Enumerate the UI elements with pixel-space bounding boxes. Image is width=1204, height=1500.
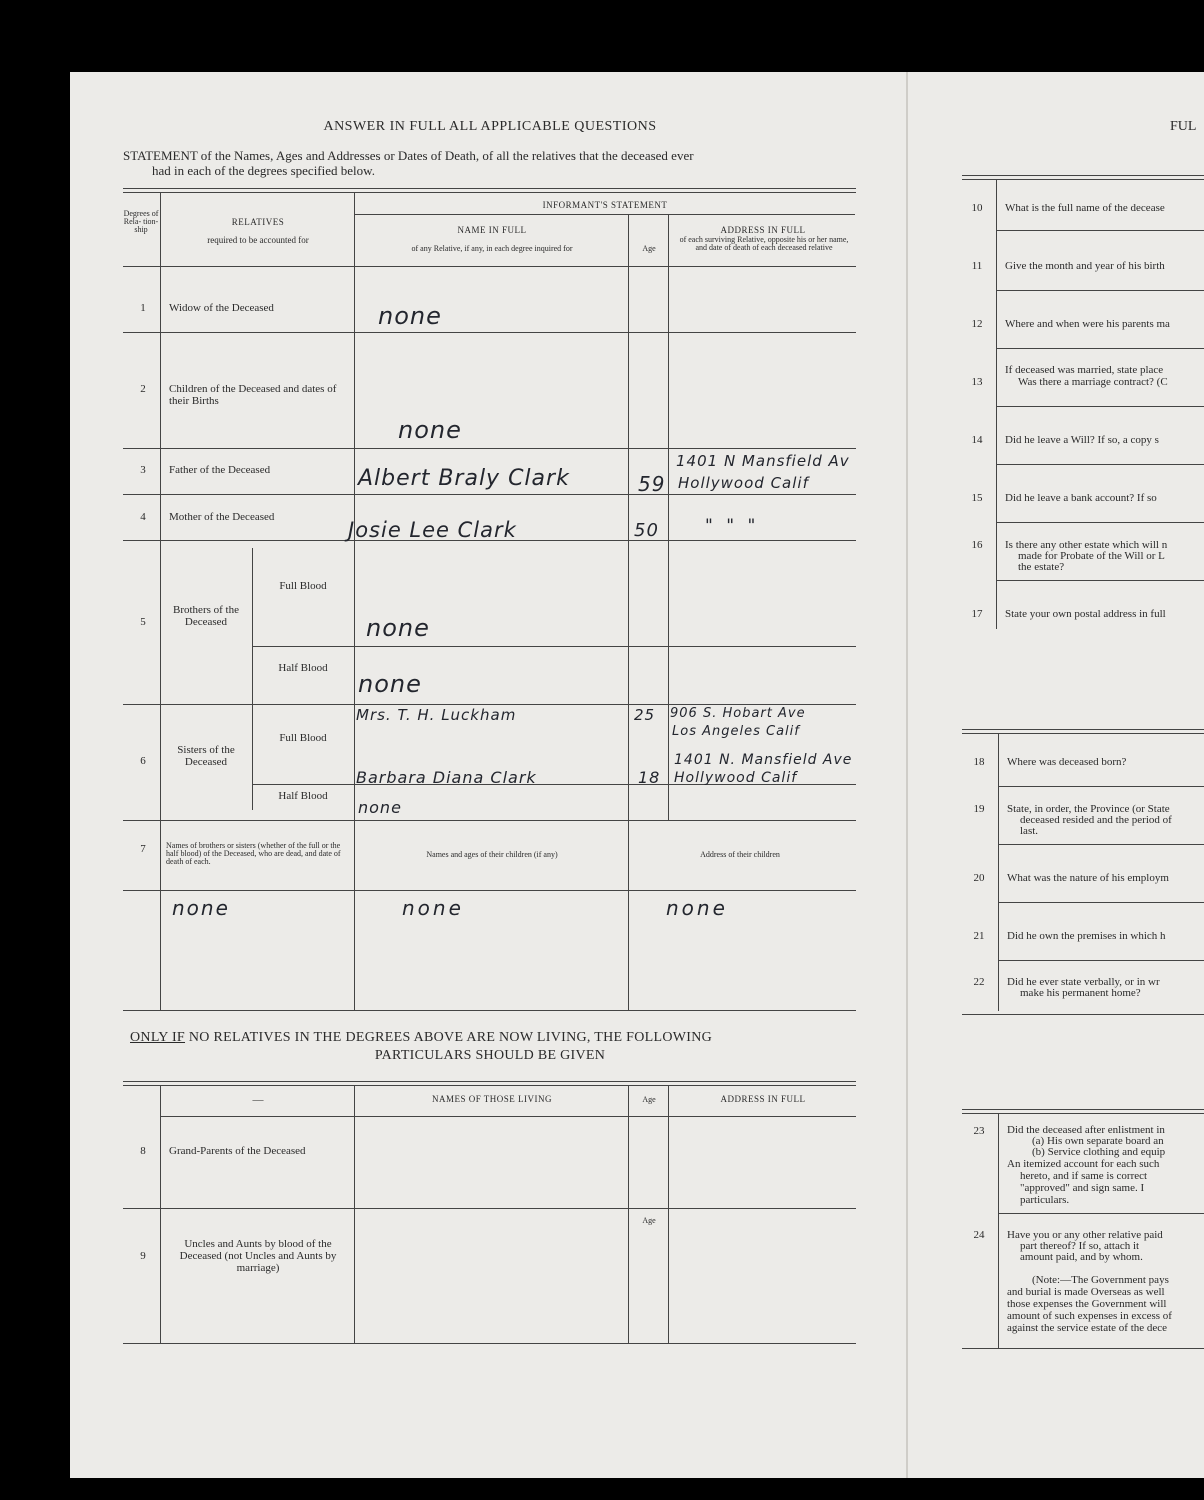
note-text: against the service estate of the dece bbox=[1007, 1322, 1168, 1334]
question-text: What was the nature of his employm bbox=[1007, 872, 1169, 884]
handwritten-address: Los Angeles Calif bbox=[672, 724, 800, 739]
question-text: State, in order, the Province (or State bbox=[1007, 803, 1170, 815]
question-text: part thereof? If so, attach it bbox=[1020, 1240, 1140, 1252]
only-if-line-1 bbox=[130, 1030, 712, 1046]
row-label: Names of brothers or sisters (whether of the full or the half blood) of the Deceased, who are dead, and date of death of each. bbox=[166, 841, 341, 866]
page-fold bbox=[906, 72, 908, 1478]
rule bbox=[355, 214, 855, 215]
col-line bbox=[252, 548, 253, 810]
row-number: 2 bbox=[140, 383, 146, 395]
question-text: State your own postal address in full bbox=[1005, 608, 1166, 620]
handwritten-name: Josie Lee Clark bbox=[348, 518, 517, 542]
col-line bbox=[160, 1085, 161, 1343]
question-text: Have you or any other relative paid bbox=[1007, 1229, 1163, 1241]
question-number: 15 bbox=[971, 492, 983, 504]
note-text: and burial is made Overseas as well bbox=[1007, 1286, 1165, 1298]
rule bbox=[123, 704, 856, 705]
rule bbox=[123, 820, 856, 821]
question-number: 17 bbox=[971, 608, 983, 620]
handwritten-age: 50 bbox=[634, 520, 659, 541]
question-number: 19 bbox=[973, 803, 985, 815]
col-line bbox=[354, 192, 355, 1010]
row-number: 1 bbox=[140, 302, 146, 314]
handwritten-value: none bbox=[666, 896, 728, 920]
col-line bbox=[628, 214, 629, 1010]
question-text: the estate? bbox=[1018, 561, 1065, 573]
question-text: Where was deceased born? bbox=[1007, 756, 1127, 768]
row-label: Brothers of the Deceased bbox=[173, 604, 239, 628]
col-age-header: Age bbox=[642, 1095, 656, 1104]
question-number: 23 bbox=[973, 1125, 985, 1137]
question-text: (b) Service clothing and equip bbox=[1032, 1146, 1166, 1158]
question-text: Where and when were his parents ma bbox=[1005, 318, 1170, 330]
question-number: 22 bbox=[973, 976, 985, 988]
rule bbox=[123, 494, 856, 495]
rule bbox=[962, 1348, 1204, 1349]
rule bbox=[962, 729, 1204, 730]
question-text: hereto, and if same is correct bbox=[1020, 1170, 1148, 1182]
handwritten-age: 25 bbox=[634, 706, 656, 724]
half-blood-label: Half Blood bbox=[278, 790, 328, 802]
rule bbox=[998, 960, 1204, 961]
rule bbox=[123, 1343, 856, 1344]
handwritten-address: Hollywood Calif bbox=[674, 770, 798, 786]
handwritten-name: none bbox=[378, 302, 442, 330]
question-number: 16 bbox=[971, 539, 983, 551]
note-text: amount of such expenses in excess of bbox=[1007, 1310, 1172, 1322]
row-label: Widow of the Deceased bbox=[169, 302, 274, 314]
handwritten-address: Hollywood Calif bbox=[678, 474, 809, 492]
col-line bbox=[354, 1085, 355, 1343]
question-number: 10 bbox=[971, 202, 983, 214]
page-title: ANSWER IN FULL ALL APPLICABLE QUESTIONS bbox=[323, 119, 657, 134]
handwritten-name: none bbox=[366, 614, 430, 642]
row-label: Sisters of the Deceased bbox=[177, 744, 235, 768]
col-relatives-sub: required to be accounted for bbox=[207, 235, 309, 245]
rule bbox=[123, 1081, 856, 1082]
question-text: Did he own the premises in which h bbox=[1007, 930, 1166, 942]
question-text: Was there a marriage contract? (C bbox=[1018, 376, 1168, 388]
question-number: 21 bbox=[973, 930, 985, 942]
note-text: (Note:—The Government pays bbox=[1032, 1274, 1169, 1286]
rule bbox=[996, 522, 1204, 523]
row-number: 8 bbox=[140, 1145, 146, 1157]
col-age-header: Age bbox=[642, 244, 656, 253]
question-text: last. bbox=[1020, 825, 1039, 837]
rule bbox=[996, 580, 1204, 581]
question-text: particulars. bbox=[1020, 1194, 1070, 1206]
question-number: 24 bbox=[973, 1229, 985, 1241]
handwritten-value: none bbox=[172, 896, 230, 920]
col-line bbox=[160, 192, 161, 1010]
rule bbox=[160, 1116, 856, 1117]
question-text: Did he ever state verbally, or in wr bbox=[1007, 976, 1160, 988]
col-children-header: Names and ages of their children (if any) bbox=[426, 850, 558, 859]
statement-line-1: STATEMENT of the Names, Ages and Addresses or Dates of Death, of all the relatives that the deceased ever bbox=[123, 148, 694, 163]
col-line bbox=[668, 1085, 669, 1343]
row-label: Grand-Parents of the Deceased bbox=[169, 1145, 306, 1157]
rule bbox=[962, 1014, 1204, 1015]
col-name-sub: of any Relative, if any, in each degree inquired for bbox=[411, 244, 573, 253]
col-line bbox=[998, 733, 999, 1011]
rule bbox=[998, 902, 1204, 903]
full-blood-label: Full Blood bbox=[279, 732, 327, 744]
question-text: An itemized account for each such bbox=[1007, 1158, 1160, 1170]
question-text: What is the full name of the decease bbox=[1005, 202, 1165, 214]
rule bbox=[962, 1109, 1204, 1110]
question-number: 12 bbox=[971, 318, 983, 330]
col-names-living-header: NAMES OF THOSE LIVING bbox=[431, 1094, 553, 1104]
rule bbox=[998, 1213, 1204, 1214]
handwritten-name: Barbara Diana Clark bbox=[356, 768, 537, 787]
question-text: deceased resided and the period of bbox=[1020, 814, 1172, 826]
row-label: Mother of the Deceased bbox=[169, 511, 275, 523]
handwritten-address: 906 S. Hobart Ave bbox=[670, 706, 806, 721]
rule bbox=[123, 1208, 856, 1209]
handwritten-name: none bbox=[358, 670, 422, 698]
rule bbox=[252, 646, 856, 647]
col-line bbox=[996, 179, 997, 629]
col-children-address-header: Address of their children bbox=[700, 850, 780, 859]
question-number: 18 bbox=[973, 756, 985, 768]
col-line bbox=[998, 1113, 999, 1348]
handwritten-age: 18 bbox=[638, 768, 661, 787]
only-if-text: NO RELATIVES IN THE DEGREES ABOVE ARE NOW LIVING, THE FOLLOWING bbox=[188, 1030, 713, 1045]
rule bbox=[123, 1010, 856, 1011]
question-text: made for Probate of the Will or L bbox=[1018, 550, 1165, 562]
col-name-header: NAME IN FULL bbox=[457, 225, 527, 235]
row-number: 7 bbox=[140, 843, 146, 855]
note-text: those expenses the Government will bbox=[1007, 1298, 1167, 1310]
handwritten-address: 1401 N. Mansfield Ave bbox=[674, 752, 853, 768]
handwritten-address: 1401 N Mansfield Av bbox=[676, 452, 850, 470]
rule bbox=[998, 844, 1204, 845]
question-text: Did the deceased after enlistment in bbox=[1007, 1124, 1165, 1136]
handwritten-age: 59 bbox=[638, 472, 666, 496]
rule bbox=[996, 348, 1204, 349]
rule bbox=[962, 179, 1204, 180]
col-line bbox=[628, 1085, 629, 1343]
rule bbox=[996, 464, 1204, 465]
question-text: Give the month and year of his birth bbox=[1005, 260, 1165, 272]
question-text: Is there any other estate which will n bbox=[1005, 539, 1168, 551]
row-number: 9 bbox=[140, 1250, 146, 1262]
col-address-header: ADDRESS IN FULL bbox=[720, 225, 806, 235]
question-number: 20 bbox=[973, 872, 985, 884]
handwritten-value: none bbox=[402, 896, 464, 920]
col-address-header: ADDRESS IN FULL bbox=[720, 1094, 806, 1104]
col-address-sub: of each surviving Relative, opposite his or her name, and date of death of each deceased relative bbox=[679, 235, 849, 252]
question-number: 13 bbox=[971, 376, 983, 388]
only-if-underlined: ONLY IF bbox=[130, 1030, 186, 1045]
row-label: Uncles and Aunts by blood of the Deceased (not Uncles and Aunts by marriage) bbox=[179, 1238, 337, 1274]
row-label: Children of the Deceased and dates of their Births bbox=[169, 383, 337, 407]
full-blood-label: Full Blood bbox=[279, 580, 327, 592]
dash: — bbox=[252, 1094, 264, 1106]
row-number: 4 bbox=[140, 511, 146, 523]
informant-header: INFORMANT'S STATEMENT bbox=[542, 200, 668, 210]
question-text: amount paid, and by whom. bbox=[1020, 1251, 1143, 1263]
rule bbox=[998, 786, 1204, 787]
question-text: Did he leave a bank account? If so bbox=[1005, 492, 1157, 504]
right-page-title: FUL bbox=[1170, 119, 1197, 134]
rule bbox=[962, 175, 1204, 176]
question-number: 11 bbox=[971, 260, 983, 272]
question-text: If deceased was married, state place bbox=[1005, 364, 1164, 376]
question-text: "approved" and sign same. I bbox=[1020, 1182, 1145, 1194]
rule bbox=[123, 890, 856, 891]
row-number: 6 bbox=[140, 755, 146, 767]
statement-line-2: had in each of the degrees specified below. bbox=[152, 163, 375, 178]
col-relatives-header: RELATIVES bbox=[231, 217, 285, 227]
age-label: Age bbox=[642, 1216, 656, 1225]
rule bbox=[123, 266, 856, 267]
row-number: 3 bbox=[140, 464, 146, 476]
col-line bbox=[668, 214, 669, 820]
row-number: 5 bbox=[140, 616, 146, 628]
handwritten-name: none bbox=[358, 798, 402, 817]
rule bbox=[996, 406, 1204, 407]
handwritten-address: " " " bbox=[705, 516, 760, 536]
only-if-line-2: PARTICULARS SHOULD BE GIVEN bbox=[374, 1048, 606, 1063]
handwritten-name: Mrs. T. H. Luckham bbox=[356, 706, 517, 724]
col-degrees-header: Degrees of Rela- tion- ship bbox=[123, 209, 159, 234]
rule bbox=[123, 192, 856, 193]
handwritten-name: Albert Braly Clark bbox=[358, 466, 570, 491]
rule bbox=[123, 448, 856, 449]
rule bbox=[996, 290, 1204, 291]
handwritten-name: none bbox=[398, 416, 462, 444]
question-text: make his permanent home? bbox=[1020, 987, 1141, 999]
question-text: (a) His own separate board an bbox=[1032, 1135, 1164, 1147]
question-number: 14 bbox=[971, 434, 983, 446]
question-text: Did he leave a Will? If so, a copy s bbox=[1005, 434, 1159, 446]
rule bbox=[123, 1085, 856, 1086]
rule bbox=[123, 332, 856, 333]
rule bbox=[996, 230, 1204, 231]
rule bbox=[123, 188, 856, 189]
row-label: Father of the Deceased bbox=[169, 464, 271, 476]
half-blood-label: Half Blood bbox=[278, 662, 328, 674]
